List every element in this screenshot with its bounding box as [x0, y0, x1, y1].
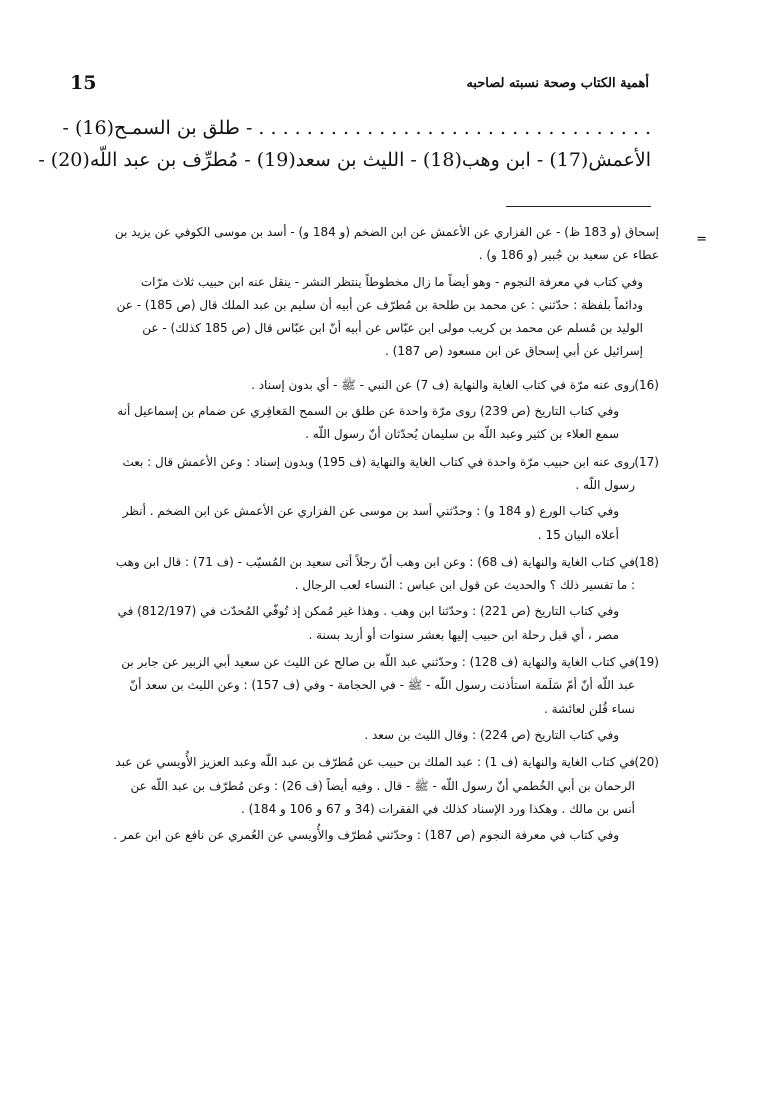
footnote-text: وفي كتاب التاريخ (ص 239) روى مرّة واحدة عن طلق بن السمح المَعافِري عن ضمام بن إسماعيل أنه سمع العلاء بن كثير وعبد اللّه بن سليمان يُحدّثان أنّ رسول اللّه .: [117, 404, 619, 442]
footnote-number: (19): [634, 655, 659, 670]
footnote-20: [111, 751, 659, 847]
page-header: [40, 66, 649, 102]
footnote-text: في كتاب الغاية والنهاية (ف 68) : وعن ابن وهب أنّ رجلاً أتى سعيد بن المُسيّب - (ف 71) : قال ابن وهب : ما تفسير ذلك ؟ والحديث عن قول ابن عباس : النساء لعب الرجال .: [115, 554, 635, 593]
footnote-text: وفي كتاب في معرفة النجوم (ص 187) : وحدّثني مُطرّف والأُويسي عن العُمري عن نافع عن ابن عمر .: [113, 828, 619, 843]
footnote-text: وفي كتاب الورع (و 184 و) : وحدّثني أسد بن موسى عن الفزاري عن الأعمش عن ابن الضخم . أنظر أعلاه البيان 15 .: [122, 504, 619, 542]
footnote-paragraph: إسحاق (و 183 ظ) - عن الفزاري عن الأعمش عن ابن الضخم (و 184 و) - أسد بن موسى الكوفي عن يزيد بن عطاء عن سعيد بن جُبير (و 186 و) .: [114, 225, 659, 263]
footnote-17: [111, 451, 659, 547]
footnote-number: (16): [634, 377, 659, 392]
footnote-number: (17): [634, 454, 659, 469]
footnotes: [111, 221, 659, 851]
continuation-marker: =: [696, 232, 707, 247]
footnote-number: (20): [634, 755, 659, 770]
main-text: [38, 112, 651, 176]
footnote-number: (18): [634, 554, 659, 569]
footnote-text: روى عنه ابن حبيب مرّة واحدة في كتاب الغاية والنهاية (ف 195) وبدون إسناد : وعن الأعمش قال : بعث رسول اللّه .: [122, 454, 635, 492]
footnote-text: في كتاب الغاية والنهاية (ف 128) : وحدّثني عبد اللّه بن صالح عن الليث عن سعيد أبي الزبير عن جابر بن عبد اللّه أنّ أمّ سَلَمة استأذنت رسول اللّه - ﷺ - في الحجامة - وفي (ف 157) : وعن الليث بن سعد أنّ نساء قُلن لعائشة .: [121, 655, 635, 716]
running-title: أهمية الكتاب وصحة نسبته لصاحبه: [466, 76, 649, 91]
footnote-16: [111, 374, 659, 447]
footnote-text: وفي كتاب التاريخ (ص 224) : وقال الليث بن سعد .: [364, 727, 619, 742]
footnote-text: في كتاب الغاية والنهاية (ف 1) : عبد الملك بن حبيب عن مُطرّف بن عبد اللّه وعبد العزيز الأُويسي عن عبد الرحمان بن أبي الخُطمي أنّ رسول اللّه - ﷺ - قال . وفيه أيضاً (ف 26) : وعن مُطرّف بن عبد اللّه عن أنس بن مالك . وهكذا ورد الإسناد كذلك في الفقرات (34 و 67 و 106 و 184) .: [115, 755, 635, 816]
footnote-text: روى عنه مرّة في كتاب الغاية والنهاية (ف 7) عن النبي - ﷺ - أي بدون إسناد .: [251, 377, 635, 392]
footnote-continuation: [111, 221, 659, 364]
footnote-separator: [506, 206, 651, 207]
main-text-line: الأعمش(17) - ابن وهب(18) - الليث بن سعد(19) - مُطرِّف بن عبد اللّه(20) -: [38, 149, 651, 171]
footnote-19: [111, 651, 659, 747]
main-text-line: . . . . . . . . . . . . . . . . . . . . . . . . . . . . . . . . . - طلق بن السمـح(16) -: [62, 117, 651, 139]
footnote-18: [111, 551, 659, 647]
page-number: 15: [70, 72, 97, 94]
footnote-paragraph: وفي كتاب في معرفة النجوم - وهو أيضاً ما زال مخطوطاً ينتظر النشر - ينقل عنه ابن حبيب ثلاث مرّات ودائماً بلفظة : حدّثني : عن محمد بن طلحة بن مُطرّف عن أبيه أن سليم بن عبد الملك قال (ص 185) - عن الوليد بن مُسلم عن محمد بن كريب مولى ابن عبّاس عن أبيه أنّ ابن عبّاس قال (ص 185 كذلك) - عن إسرائيل عن أبي إسحاق عن ابن مسعود (ص 187) .: [116, 274, 643, 359]
footnote-text: وفي كتاب التاريخ (ص 221) : وحدّثنا ابن وهب . وهذا غير مُمكن إذ تُوفّي المُحدّث في (812/197) في مصر ، أي قبل رحلة ابن حبيب إليها بعشر سنوات أو أزيد بسنة .: [117, 604, 619, 642]
